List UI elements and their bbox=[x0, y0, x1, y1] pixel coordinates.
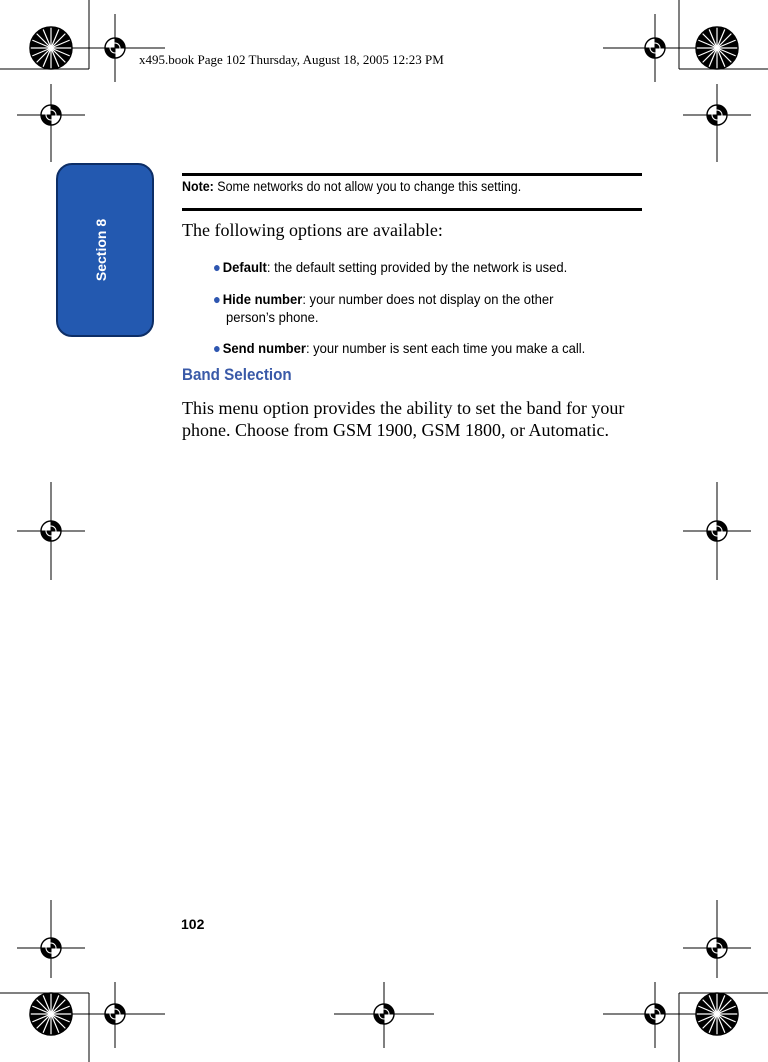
bullet-icon: ● bbox=[213, 291, 221, 307]
intro-text: The following options are available: bbox=[182, 220, 443, 240]
print-slug: x495.book Page 102 Thursday, August 18, 2005 12:23 PM bbox=[139, 52, 444, 67]
option-term: Hide number bbox=[222, 291, 303, 307]
note-label: Note: bbox=[182, 179, 214, 194]
option-default bbox=[213, 258, 567, 276]
option-term: Send number bbox=[222, 340, 306, 356]
option-desc: : your number is sent each time you make a call. bbox=[305, 340, 586, 356]
note-text: Some networks do not allow you to change this setting. bbox=[213, 179, 522, 194]
note-rule-top bbox=[182, 173, 642, 176]
note bbox=[182, 179, 521, 194]
bullet-icon: ● bbox=[213, 340, 221, 356]
option-hide-number bbox=[213, 290, 553, 326]
option-send-number bbox=[213, 339, 585, 357]
option-desc: : your number does not display on the other bbox=[302, 291, 554, 307]
page-number: 102 bbox=[181, 916, 205, 932]
section-tab-label: Section 8 bbox=[93, 218, 109, 282]
note-rule-bottom bbox=[182, 208, 642, 211]
option-desc: : the default setting provided by the network is used. bbox=[266, 259, 568, 275]
band-selection-body: This menu option provides the ability to set the band for your phone. Choose from GSM 1900, GSM 1800, or Automatic. bbox=[182, 398, 625, 440]
option-term: Default bbox=[222, 259, 267, 275]
option-desc-continued: person’s phone. bbox=[226, 309, 319, 325]
band-selection-heading: Band Selection bbox=[182, 366, 292, 384]
bullet-icon: ● bbox=[213, 259, 221, 275]
